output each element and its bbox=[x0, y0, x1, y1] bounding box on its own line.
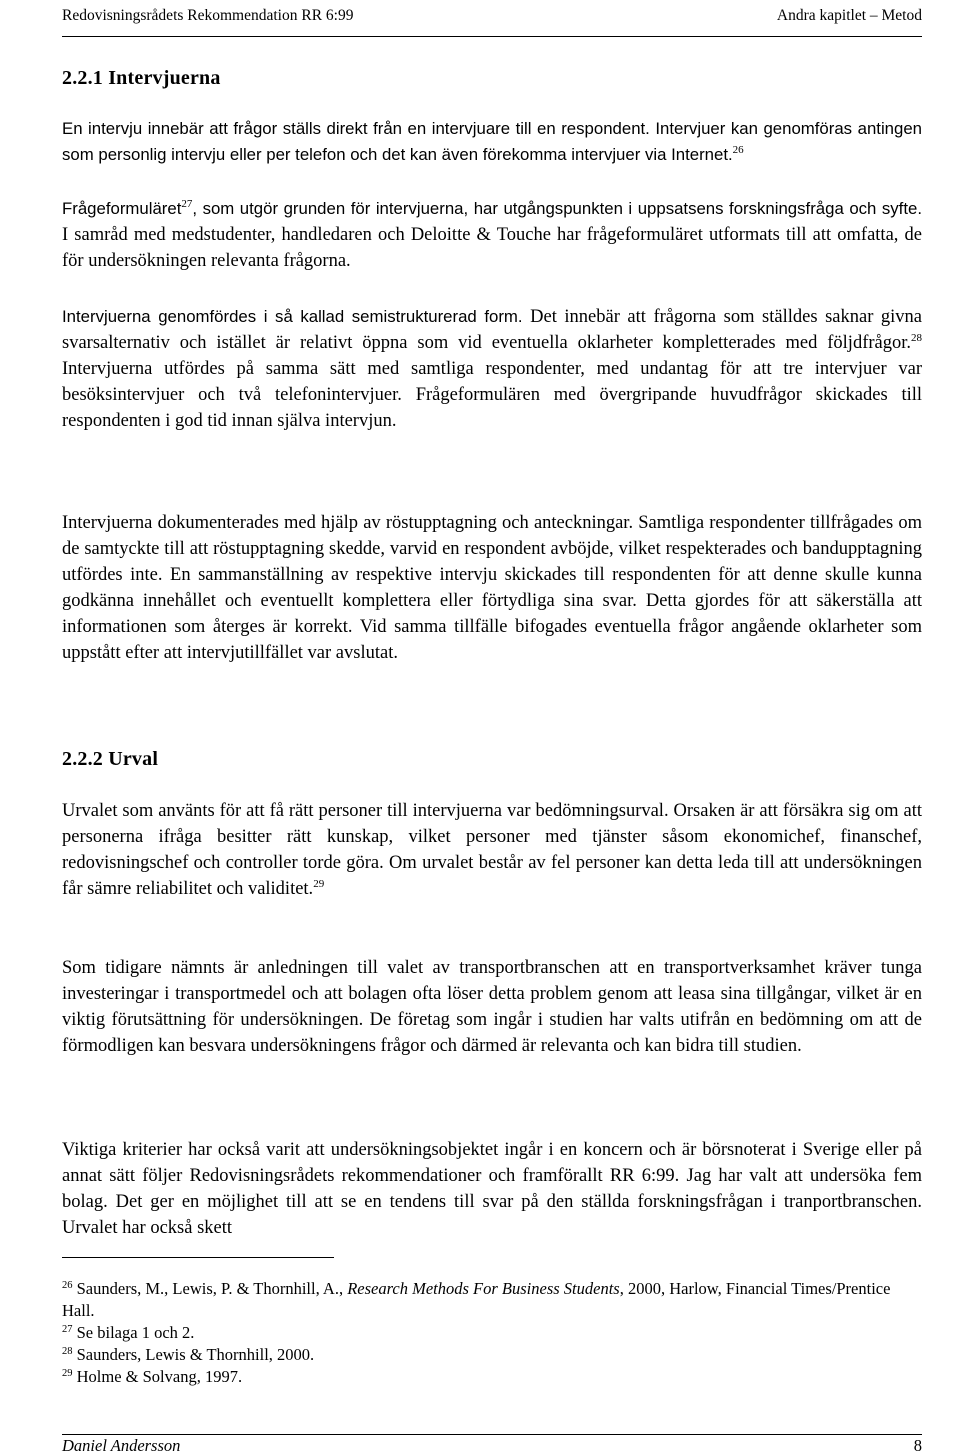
footnote-separator bbox=[62, 1257, 334, 1258]
paragraph-judgement-sampling: Urvalet som använts för att få rätt personer till intervjuerna var bedömningsurval. Orsaken är att försäkra sig om att personerna ifråga besitter rätt kunskap, vilket personer med tjänster såsom ekonomichef, finanschef, redovisningschef och controller torde göra. Om urvalet består av fel personer kan detta leda till att undersökningen får sämre reliabilitet och validitet.$^{29}$ bbox=[62, 801, 922, 899]
paragraph-transport-sector: Som tidigare nämnts är anledningen till valet av transportbranschen att en transportverksamhet kräver tunga investeringar i transportmedel och att bolagen ofta löser detta problem genom att leasa sina tillgångar, vilket är en viktig förutsättning för undersökningen. De företag som ingår i studien har valts utifrån en bedömning om att de förmodligen kan besvara undersökningens frågor och därmed är relevanta och kan bidra till studien. bbox=[62, 958, 922, 1056]
footer-rule bbox=[62, 1434, 922, 1435]
footnote-28: $^{28}$ Saunders, Lewis & Thornhill, 2000. bbox=[62, 1345, 315, 1364]
running-header bbox=[62, 6, 922, 26]
footnote-29: $^{29}$ Holme & Solvang, 1997. bbox=[62, 1367, 243, 1386]
header-left-title: Redovisningsrådets Rekommendation RR 6:99 bbox=[62, 7, 354, 24]
running-footer bbox=[62, 1436, 922, 1456]
footnote-27: $^{27}$ Se bilaga 1 och 2. bbox=[62, 1323, 195, 1342]
paragraph-interview-definition: En intervju innebär att frågor ställs direkt från en intervjuare till en respondent. Intervjuer kan genomföras antingen som personlig intervju eller per telefon och det kan även förekomma intervjuer via Internet.$^{26}$ bbox=[62, 119, 922, 164]
header-rule bbox=[62, 36, 922, 37]
paragraph-questionnaire: Frågeformuläret$^{27}$, som utgör grunden för intervjuerna, har utgångspunkten i uppsatsens forskningsfråga och syfte. I samråd med medstudenter, handledaren och Deloitte & Touche har frågeformuläret utformats till att omfatta, de för undersökningen relevanta frågorna. bbox=[62, 198, 922, 271]
paragraph-criteria: Viktiga kriterier har också varit att undersökningsobjektet ingår i en koncern och är börsnoterat i Sverige eller på annat sätt följer Redovisningsrådets rekommendationer och framförallt RR 6:99. Jag har valt att undersöka fem bolag. Det ger en möjlighet till att se en tendens till svar på den ställda forskningsfrågan i tranportbranschen. Urvalet har också skett bbox=[62, 1140, 922, 1238]
footer-author: Daniel Andersson bbox=[62, 1436, 181, 1455]
document-page bbox=[62, 0, 922, 1455]
footnote-ref-26: 26 bbox=[732, 144, 744, 156]
footnote-ref-27: 27 bbox=[181, 198, 193, 210]
paragraph-semistructured: Intervjuerna genomfördes i så kallad semistrukturerad form. Det innebär att frågorna som ställdes saknar givna svarsalternativ och istället är relativt öppna som vid eventuella oklarheter kompletterades med följdfrågor.$^{28}$ Intervjuerna utfördes på samma sätt med samtliga respondenter, med undantag för att tre intervjuer var besöksintervjuer och två telefonintervjuer. Frågeformulären med övergripande huvudfrågor skickades till respondenten i god tid innan själva intervjun. bbox=[62, 307, 923, 431]
section-heading-selection: 2.2.2 Urval bbox=[62, 748, 159, 770]
footnotes bbox=[62, 1278, 922, 1388]
page-number: 8 bbox=[913, 1436, 922, 1455]
footnote-ref-28: 28 bbox=[911, 332, 922, 344]
section-heading-interviews: 2.2.1 Intervjuerna bbox=[62, 67, 221, 89]
footnote-26: $^{26}$ Saunders, M., Lewis, P. & Thornhill, A., Research Methods For Business Students, 2000, Harlow, Financial Times/Prentice Hall. bbox=[62, 1279, 891, 1320]
footnote-ref-29: 29 bbox=[313, 878, 325, 890]
header-right-chapter: Andra kapitlet – Metod bbox=[776, 7, 922, 24]
paragraph-documentation: Intervjuerna dokumenterades med hjälp av röstupptagning och anteckningar. Samtliga respondenter tillfrågades om de samtyckte till att röstupptagning skedde, varvid en respondent avböjde, vilket respekterades och bandupptagning utfördes inte. En sammanställning av respektive intervju skickades till respondenten för att denne skulle kunna godkänna innehållet och eventuellt komplettera eller förtydliga sina svar. Detta gjordes för att säkerställa att informationen som återges är korrekt. Vid samma tillfälle bifogades eventuella frågor angående oklarheter som uppstått efter att intervjutillfället var avslutat. bbox=[62, 513, 922, 663]
